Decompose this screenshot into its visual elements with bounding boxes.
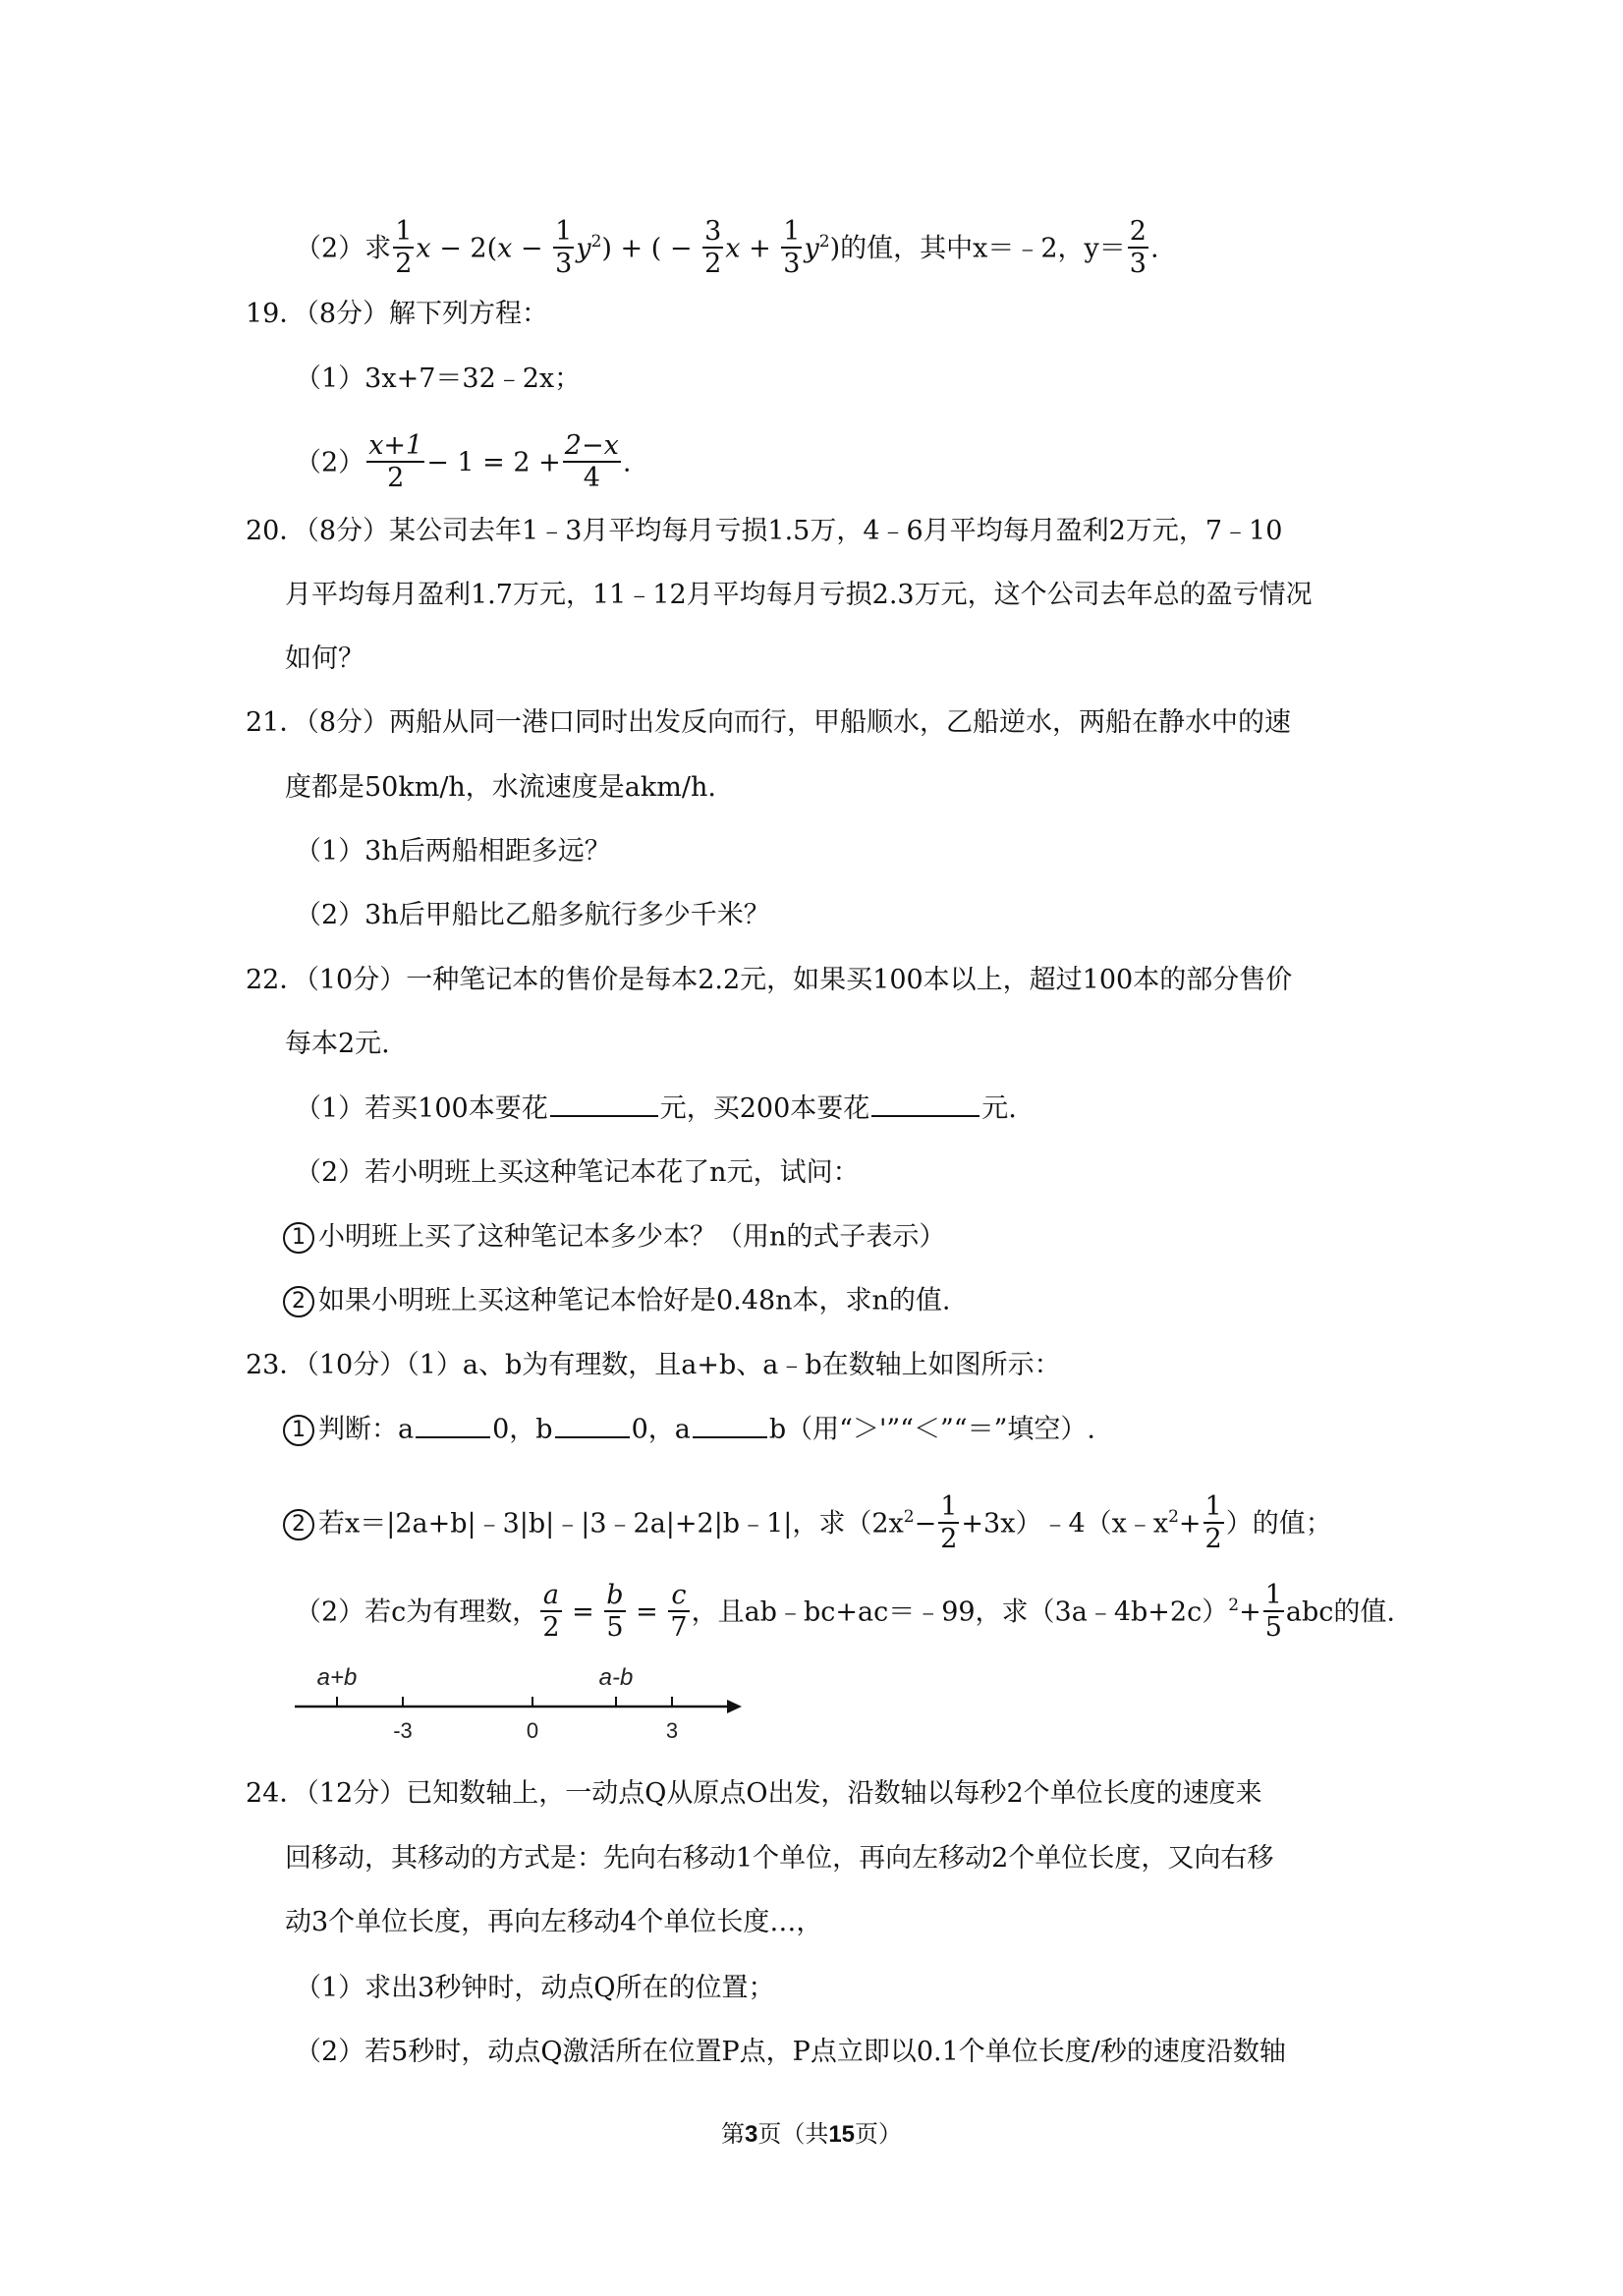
q19-part1: （1）3x+7＝32﹣2x； xyxy=(295,364,582,394)
q23-part2: （2）若c为有理数， $\frac{a}{2}$ = $\frac{b}{5}$ = $\frac{c}{7}$ ，且ab﹣bc+ac＝﹣99，求（3a﹣4b+2c）$^2$+ $\frac{1}{5}$ abc的值. xyxy=(295,1580,1395,1644)
q24-part1: （1）求出3秒钟时，动点Q所在的位置； xyxy=(295,1973,775,2003)
q22-part2: （2）若小明班上买这种笔记本花了n元，试问： xyxy=(295,1157,860,1188)
q21-line2: 度都是50km/h，水流速度是akm/h. xyxy=(285,772,716,803)
number-line-figure xyxy=(290,1646,761,1764)
q18-tail: 的值，其中 xyxy=(840,233,974,264)
q24-line3: 动3个单位长度，再向左移动4个单位长度…， xyxy=(285,1907,823,1937)
y-fraction: $\frac{2}{3}$ xyxy=(1129,216,1147,280)
fraction: $\frac{3}{2}$ xyxy=(704,216,722,280)
q23-line1: 23．（10分）（1）a、b为有理数，且a+b、a﹣b在数轴上如图所示： xyxy=(246,1350,1061,1380)
total-pages: 15 xyxy=(828,2121,856,2148)
tick-label-0: 0 xyxy=(526,1718,539,1743)
q18-part2: （2）求 $\frac{1}{2}$ x − 2(x − $\frac{1}{3}$ $y^2$) + ( − $\frac{3}{2}$ x + $\frac{1}{3}$ $y^2$)的值，其中x＝﹣2，y＝ $\frac{2}{3}$ . xyxy=(295,216,1159,280)
page-number: 3 xyxy=(744,2121,758,2148)
q22-sub1: 1 小明班上买了这种笔记本多少本？（用n的式子表示） xyxy=(283,1222,945,1254)
q19-head: 19．（8分）解下列方程： xyxy=(246,299,549,329)
page-footer: 第3页（共15页） xyxy=(720,2120,903,2148)
label-a-plus-b: a+b xyxy=(316,1664,358,1691)
answer-blank[interactable] xyxy=(416,1435,490,1438)
tick-label-minus-3: -3 xyxy=(393,1718,413,1743)
q20-line1: 20．（8分）某公司去年1﹣3月平均每月亏损1.5万，4﹣6月平均每月盈利2万元，7﹣10 xyxy=(246,516,1283,546)
q18-label: （2）求 xyxy=(295,233,392,264)
answer-blank[interactable] xyxy=(693,1435,767,1438)
q22-line2: 每本2元. xyxy=(285,1029,390,1059)
answer-blank[interactable] xyxy=(555,1435,630,1438)
circled-number: 2 xyxy=(283,1509,314,1540)
q18-y-lhs: y＝ xyxy=(1084,233,1126,264)
fraction: $\frac{1}{3}$ xyxy=(555,216,573,280)
q22-sub2: 2 如果小明班上买这种笔记本恰好是0.48n本，求n的值. xyxy=(283,1286,950,1317)
circled-number: 2 xyxy=(283,1286,314,1317)
q24-part2: （2）若5秒时，动点Q激活所在位置P点，P点立即以0.1个单位长度/秒的速度沿数轴 xyxy=(295,2037,1286,2067)
q20-line3: 如何？ xyxy=(285,644,364,674)
q18-x-value: x＝﹣2， xyxy=(973,233,1085,264)
q22-part1: （1）若买100本要花 元，买200本要花 元. xyxy=(295,1093,1017,1124)
arrow-right-icon xyxy=(727,1700,742,1713)
fraction: $\frac{1}{3}$ xyxy=(783,216,801,280)
circled-number: 1 xyxy=(283,1415,314,1446)
q24-line2: 回移动，其移动的方式是：先向右移动1个单位，再向左移动2个单位长度，又向右移 xyxy=(285,1843,1274,1874)
q21-part2: （2）3h后甲船比乙船多航行多少千米？ xyxy=(295,900,770,930)
q24-line1: 24．（12分）已知数轴上，一动点Q从原点O出发，沿数轴以每秒2个单位长度的速度来 xyxy=(246,1778,1262,1809)
circled-number: 1 xyxy=(283,1222,314,1254)
q23-sub1: 1 判断：a 0，b 0，a b（用“＞'”“＜”“＝”填空）. xyxy=(283,1415,1095,1446)
fraction: $\frac{1}{2}$ xyxy=(395,216,413,280)
q21-line1: 21．（8分）两船从同一港口同时出发反向而行，甲船顺水，乙船逆水，两船在静水中的速 xyxy=(246,707,1292,738)
q19-part2: （2） $\frac{x+1}{2}$ − 1 = 2 + $\frac{2-x}{4}$ . xyxy=(295,430,632,494)
answer-blank[interactable] xyxy=(550,1114,658,1117)
q21-part1: （1）3h后两船相距多远？ xyxy=(295,836,611,867)
tick-label-3: 3 xyxy=(665,1718,679,1743)
label-a-minus-b: a-b xyxy=(598,1664,634,1691)
q23-sub2: 2 若x＝|2a+b|﹣3|b|﹣|3﹣2a|+2|b﹣1|，求（$2x^2-$ $\frac{1}{2}$ $+3x)﹣4(x﹣x^2+$ $\frac{1}{2}$ ）的值； xyxy=(283,1493,1332,1556)
q22-line1: 22．（10分）一种笔记本的售价是每本2.2元，如果买100本以上，超过100本的部分售价 xyxy=(246,965,1293,995)
answer-blank[interactable] xyxy=(871,1114,979,1117)
q20-line2: 月平均每月盈利1.7万元，11﹣12月平均每月亏损2.3万元，这个公司去年总的盈亏情况 xyxy=(285,580,1313,610)
